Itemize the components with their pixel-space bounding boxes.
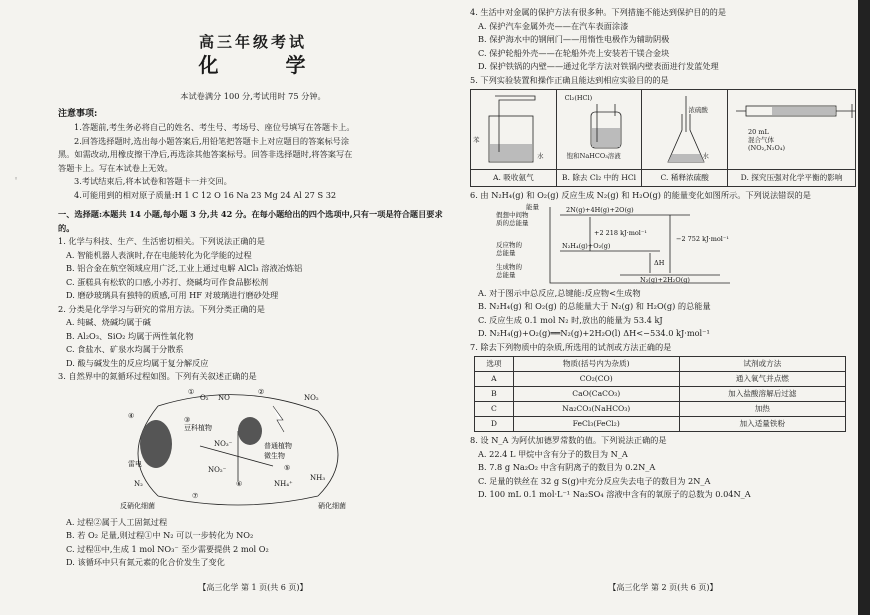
question-2 (58, 303, 448, 371)
option-b: B. 若 O₂ 足量,则过程①中 N₂ 可以一步转化为 NO₂ (66, 530, 254, 540)
question-stem: 5. 下列实验装置和操作正确且能达到相应实验目的的是 (470, 74, 669, 85)
option-d: D. 酸与碱发生的反应均属于复分解反应 (66, 357, 209, 368)
exam-sheet: ◦ 高三年级考试 化 学 本试卷满分 100 分,考试用时 75 分钟。 注意事项: 1.答题前,考生务必将自己的姓名、考生号、考场号、座位号填写在答题卡上。 2.回答选择题时,选出每小题答案后,用铅笔把答题卡上对应题目的答案标号涂 黑。如需改动,用橡皮擦干净后,再选涂其他答案标号。回答非选择题时,将答案写在 答题卡上。写在本试卷上无效。 3.考试结束后,将本试卷和答题卡一并交回。 4.可能用到的相对原子质量:H 1 C 12 O 16 Na 23 Mg 24 Al 27 S 32 一、选择题:本题共 14 小题,每小题 3 分,共 42 分。在每小题给出的四个选项中,只有一项是符合题目要求的。 1. 化学与科技、生产、生活密切相关。下列说法正确的是 A. 智能机器人表演时,存在电能转化为化学能的过程 B. 铝合金在航空领域应用广泛,工业上通过电解 AlCl₃ 溶液冶炼铝 C. 蛋糕具有松软的口感,小苏打、烧碱均可作食品膨松剂 D. 磨砂玻璃具有独特的质感,可用 HF 对玻璃进行磨砂处理 2. 分类是化学学习与研究的常用方法。下列分类正确的是 A. 纯碱、烧碱均属于碱 B. Al₂O₃、SiO₂ 均属于两性氧化物 C. 食盐水、矿泉水均属于分散系 D. 酸与碱发生的反应均属于复分解反应 3. 自然界中的氮循环过程如图。下列有关叙述正确的是 O₂ NO NO₂ ① ② ③ 豆科植物 ④ NO₃⁻ NO₂⁻ 普通植物 微生物 ⑤ NH₃ NH₄⁺ ⑥ 雷电 N₂ ⑦ 反硝化细菌 硝化细菌 A. 过程②属于人工固氮过程 B. 若 O₂ 足量,则过程①中 N₂ 可以一步转化为 NO₂ C. 过程⑪中,生成 1 mol NO₃⁻ 至少需要提供 2 mol O₂ D. 该循环中只有氮元素的化合价发生了变化 【高三化学 第 1 页(共 6 页)】 4. 生活中对金属的保护方法有很多种。下列措施不能达到保护目的的是 A. 保护汽车金属外壳——在汽车表面涂漆 B. 保护海水中的钢闸门——用惰性电极作为辅助阴极 C. 保护轮船外壳——在轮船外壳上安装若干镁合金块 D. 保护铁锅的内壁——通过化学方法对铁锅内壁表面进行发蓝处理 5. 下列实验装置和操作正确且能达到相应实验目的的是 苯 水 A. 吸收氨气 Cl₂(HCl) 饱和NaHCO₃溶液 B. 除去 Cl₂ 中的 HCl 浓硫酸 水 C. 稀释浓硫酸 20 mL 混合气体 (NO₂,N₂O₄) D. 探究压强对化学平衡的影响 6. 由 N₂H₄(g) 和 O₂(g) 反应生成 N₂(g) 和 H₂O(g) 的能量变化如图所示。下列说法错误的是 能量 假想中间物 质的总能量 反应物的 总能量 生成物的 总能量 2N(g)+4H(g)+2O(g) +2 218 kJ·mol⁻¹ −2 752 kJ·mol⁻¹ N₂H₄(g)+O₂(g) ΔH N₂(g)+2H₂O(g) A. 对于图示中总反应,总键能:反应物<生成物 B. N₂H₄(g) 和 O₂(g) 的总能量大于 N₂(g) 和 H₂O(g) 的总能量 C. 反应生成 0.1 mol N₂ 时,放出的能量为 53.4 kJ D. N₂H₄(g)+O₂(g)══N₂(g)+2H₂O(l) ΔH<−534.0 kJ·mol⁻¹ 7. 除去下列物质中的杂质,所选用的试剂或方法正确的是 选项 物质(括号内为杂质) 试剂或方法 A CO₂(CO) 通入氧气并点燃 B CaO(CaCO₃) 加入盐酸溶解后过滤 C Na₂CO₃(NaHCO₃) 加热 D FeCl₃(FeCl₂) 加入适量铁粉 8. 设 N_A 为阿伏加德罗常数的值。下列说法正确的是 A. 22.4 L 甲烷中含有分子的数目为 N_A B. 7.8 g Na₂O₂ 中含有阴离子的数目为 0.2N_A C. 足量的铁丝在 32 g S(g)中充分反应失去电子的数目为 2N_A D. 100 mL 0.1 mol·L⁻¹ Na₂SO₄ 溶液中含有的氧原子的总数为 0.04N_A 【高三化学 第 2 页(共 6 页)】 (0, 0, 870, 615)
impurity-table (474, 356, 846, 432)
question-stem: 1. 化学与科技、生产、生活密切相关。下列说法正确的是 (58, 236, 265, 246)
axis-energy: 能量 (526, 202, 539, 211)
flask-icon (646, 92, 736, 170)
caption-d: D. 探究压强对化学平衡的影响 (728, 169, 855, 186)
option-a: A. 保护汽车金属外壳——在汽车表面涂漆 (478, 20, 629, 31)
page-footer: 【高三化学 第 2 页(共 6 页)】 (608, 582, 718, 592)
question-5 (470, 74, 856, 188)
option-d: D. 保护铁锅的内壁——通过化学方法对铁锅内壁表面进行发蓝处理 (478, 61, 719, 71)
option-c: C. 反应生成 0.1 mol N₂ 时,放出的能量为 53.4 kJ (478, 314, 663, 325)
option-b: B. 保护海水中的钢闸门——用惰性电极作为辅助阴极 (478, 34, 670, 44)
option-a: A. 纯碱、烧碱均属于碱 (66, 317, 151, 327)
label-nh4: NH₄⁺ (274, 479, 293, 488)
apparatus-b (557, 90, 643, 186)
microbe-label: 微生物 (264, 451, 285, 460)
label-e2: −2 752 kJ·mol⁻¹ (676, 234, 729, 243)
option-d: D. 磨砂玻璃具有独特的质感,可用 HF 对玻璃进行磨砂处理 (66, 290, 279, 300)
question-stem: 4. 生活中对金属的保护方法有很多种。下列措施不能达到保护目的的是 (470, 7, 727, 17)
label-react2: 总能量 (496, 248, 516, 257)
question-8 (470, 434, 856, 502)
label-h2so4: 浓硫酸 (688, 106, 708, 114)
plant-label: 普通植物 (264, 441, 292, 450)
circle-6: ⑥ (236, 479, 243, 488)
option-b: B. 7.8 g Na₂O₂ 中含有阴离子的数目为 0.2N_A (478, 462, 656, 472)
circle-2: ② (258, 387, 265, 396)
plant-icon (238, 417, 262, 445)
apparatus-a (471, 90, 557, 186)
option-d: D. N₂H₄(g)+O₂(g)══N₂(g)+2H₂O(l) ΔH<−534.0 kJ·mol⁻¹ (478, 328, 710, 338)
label-hypo2: 质的总能量 (496, 218, 529, 227)
nitrogen-cycle-figure (88, 386, 448, 514)
option-c: C. 足量的铁丝在 32 g S(g)中充分反应失去电子的数目为 2N_A (478, 475, 711, 486)
label-reactants: N₂H₄(g)+O₂(g) (562, 241, 611, 250)
cell: B (475, 387, 514, 402)
option-a: A. 22.4 L 甲烷中含有分子的数目为 N_A (478, 448, 628, 459)
option-b: B. N₂H₄(g) 和 O₂(g) 的总能量大于 N₂(g) 和 H₂O(g) 的总能量 (478, 301, 711, 311)
beaker-icon (475, 92, 565, 170)
energy-diagram-svg (490, 203, 790, 285)
caption-a: A. 吸收氨气 (471, 169, 556, 186)
cell: CO₂(CO) (513, 372, 679, 387)
label-react: 反应物的 (496, 240, 522, 249)
label-benzene: 苯 (473, 136, 480, 144)
label-dh: ΔH (654, 258, 665, 267)
option-a: A. 智能机器人表演时,存在电能转化为化学能的过程 (66, 249, 252, 260)
page-2 (470, 6, 856, 606)
page-footer: 【高三化学 第 1 页(共 6 页)】 (198, 582, 308, 592)
option-a: A. 过程②属于人工固氮过程 (66, 516, 168, 527)
label-nh3: NH₃ (310, 473, 326, 482)
label-no2: NO₂⁻ (208, 465, 227, 474)
label-no2-top: NO₂ (304, 393, 319, 402)
question-6 (470, 189, 856, 341)
page-1 (58, 6, 448, 606)
section-heading: 一、选择题:本题共 14 小题,每小题 3 分,共 42 分。在每小题给出的四个选项中,只有一项是符合题目要求的。 (58, 209, 443, 233)
option-c: C. 保护轮船外壳——在轮船外壳上安装若干镁合金块 (478, 47, 670, 58)
table-row (475, 372, 846, 387)
legume-plant-icon (140, 420, 172, 468)
apparatus-d (728, 90, 855, 186)
nitrogen-cycle-svg (88, 386, 388, 514)
exam-meta: 本试卷满分 100 分,考试用时 75 分钟。 (180, 91, 326, 101)
exam-title: 高三年级考试 (198, 33, 307, 51)
cell: 通入氧气并点燃 (679, 372, 845, 387)
option-c: C. 过程⑪中,生成 1 mol NO₃⁻ 至少需要提供 2 mol O₂ (66, 543, 269, 554)
question-4 (470, 6, 856, 74)
table-row (475, 387, 846, 402)
label-n2: N₂ (134, 479, 143, 488)
header-option: 选项 (475, 357, 514, 372)
energy-diagram (490, 203, 856, 285)
denitrify-label: 反硝化细菌 (120, 501, 155, 510)
apparatus-figure (470, 89, 856, 187)
label-water: 水 (537, 152, 544, 160)
cell: D (475, 417, 514, 432)
cell: A (475, 372, 514, 387)
label-no2-n2o4: (NO₂,N₂O₄) (748, 144, 786, 152)
lightning-icon (273, 406, 284, 432)
label-no3: NO₃⁻ (214, 439, 233, 448)
option-b: B. Al₂O₃、SiO₂ 均属于两性氧化物 (66, 330, 194, 341)
label-20ml: 20 mL (748, 128, 769, 136)
cell: 加入盐酸溶解后过滤 (679, 387, 845, 402)
notice-line: 3.考试结束后,将本试卷和答题卡一并交回。 (74, 176, 232, 186)
cell: 加热 (679, 402, 845, 417)
exam-subject: 化 学 (198, 53, 336, 77)
label-no: NO (218, 393, 230, 402)
thunder-label: 雷电 (128, 459, 142, 468)
question-stem: 7. 除去下列物质中的杂质,所选用的试剂或方法正确的是 (470, 341, 672, 352)
circle-3: ③ (184, 415, 191, 424)
option-c: C. 食盐水、矿泉水均属于分散系 (66, 344, 184, 354)
question-stem: 2. 分类是化学学习与研究的常用方法。下列分类正确的是 (58, 303, 265, 314)
question-7 (470, 341, 856, 433)
circle-7: ⑦ (192, 491, 199, 500)
table-header (475, 357, 846, 372)
question-3 (58, 370, 448, 570)
header-method: 试剂或方法 (679, 357, 845, 372)
header-substance: 物质(括号内为杂质) (513, 357, 679, 372)
label-water2: 水 (702, 152, 709, 160)
label-mix: 混合气体 (748, 136, 775, 144)
circle-1: ① (188, 387, 195, 396)
nitrify-label: 硝化细菌 (318, 501, 346, 510)
circle-4: ④ (128, 411, 135, 420)
scan-edge (858, 0, 870, 615)
label-top: 2N(g)+4H(g)+2O(g) (566, 205, 634, 214)
cell: Na₂CO₃(NaHCO₃) (513, 402, 679, 417)
notice-line: 答题卡上。写在本试卷上无效。 (58, 162, 173, 173)
caption-c: C. 稀释浓硫酸 (642, 169, 727, 186)
table-row (475, 417, 846, 432)
cell: FeCl₃(FeCl₂) (513, 417, 679, 432)
option-d: D. 100 mL 0.1 mol·L⁻¹ Na₂SO₄ 溶液中含有的氧原子的总数为 0.04N_A (478, 489, 751, 499)
label-e1: +2 218 kJ·mol⁻¹ (594, 228, 647, 237)
notice-line: 黑。如需改动,用橡皮擦干净后,再选涂其他答案标号。回答非选择题时,将答案写在 (58, 149, 353, 159)
label-hypo: 假想中间物 (496, 210, 529, 219)
question-stem: 6. 由 N₂H₄(g) 和 O₂(g) 反应生成 N₂(g) 和 H₂O(g) 的能量变化如图所示。下列说法错误的是 (470, 190, 811, 200)
legume-label: 豆科植物 (184, 423, 212, 432)
question-stem: 8. 设 N_A 为阿伏加德罗常数的值。下列说法正确的是 (470, 435, 667, 445)
apparatus-c (642, 90, 728, 186)
question-1 (58, 235, 448, 303)
notice-line: 4.可能用到的相对原子质量:H 1 C 12 O 16 Na 23 Mg 24 Al 27 S 32 (74, 189, 337, 200)
caption-b: B. 除去 Cl₂ 中的 HCl (557, 169, 642, 186)
option-b: B. 铝合金在航空领域应用广泛,工业上通过电解 AlCl₃ 溶液冶炼铝 (66, 263, 303, 273)
label-prod2: 总能量 (496, 270, 516, 279)
cell: CaO(CaCO₃) (513, 387, 679, 402)
notice-line: 2.回答选择题时,选出每小题答案后,用铅笔把答题卡上对应题目的答案标号涂 (74, 135, 350, 146)
label-products: N₂(g)+2H₂O(g) (640, 275, 690, 284)
label-prod: 生成物的 (496, 262, 522, 271)
option-c: C. 蛋糕具有松软的口感,小苏打、烧碱均可作食品膨松剂 (66, 276, 269, 287)
cell: C (475, 402, 514, 417)
label-cl2: Cl₂(HCl) (564, 94, 593, 102)
question-stem: 3. 自然界中的氮循环过程如图。下列有关叙述正确的是 (58, 371, 257, 381)
label-o2: O₂ (200, 393, 209, 402)
option-d: D. 该循环中只有氮元素的化合价发生了变化 (66, 557, 225, 567)
circle-5: ⑤ (284, 463, 291, 472)
notice-heading: 注意事项: (58, 108, 98, 119)
notice-line: 1.答题前,考生务必将自己的姓名、考生号、考场号、座位号填写在答题卡上。 (74, 122, 355, 132)
cell: 加入适量铁粉 (679, 417, 845, 432)
label-nahco3: 饱和NaHCO₃溶液 (566, 152, 621, 160)
table-row (475, 402, 846, 417)
option-a: A. 对于图示中总反应,总键能:反应物<生成物 (478, 287, 641, 298)
